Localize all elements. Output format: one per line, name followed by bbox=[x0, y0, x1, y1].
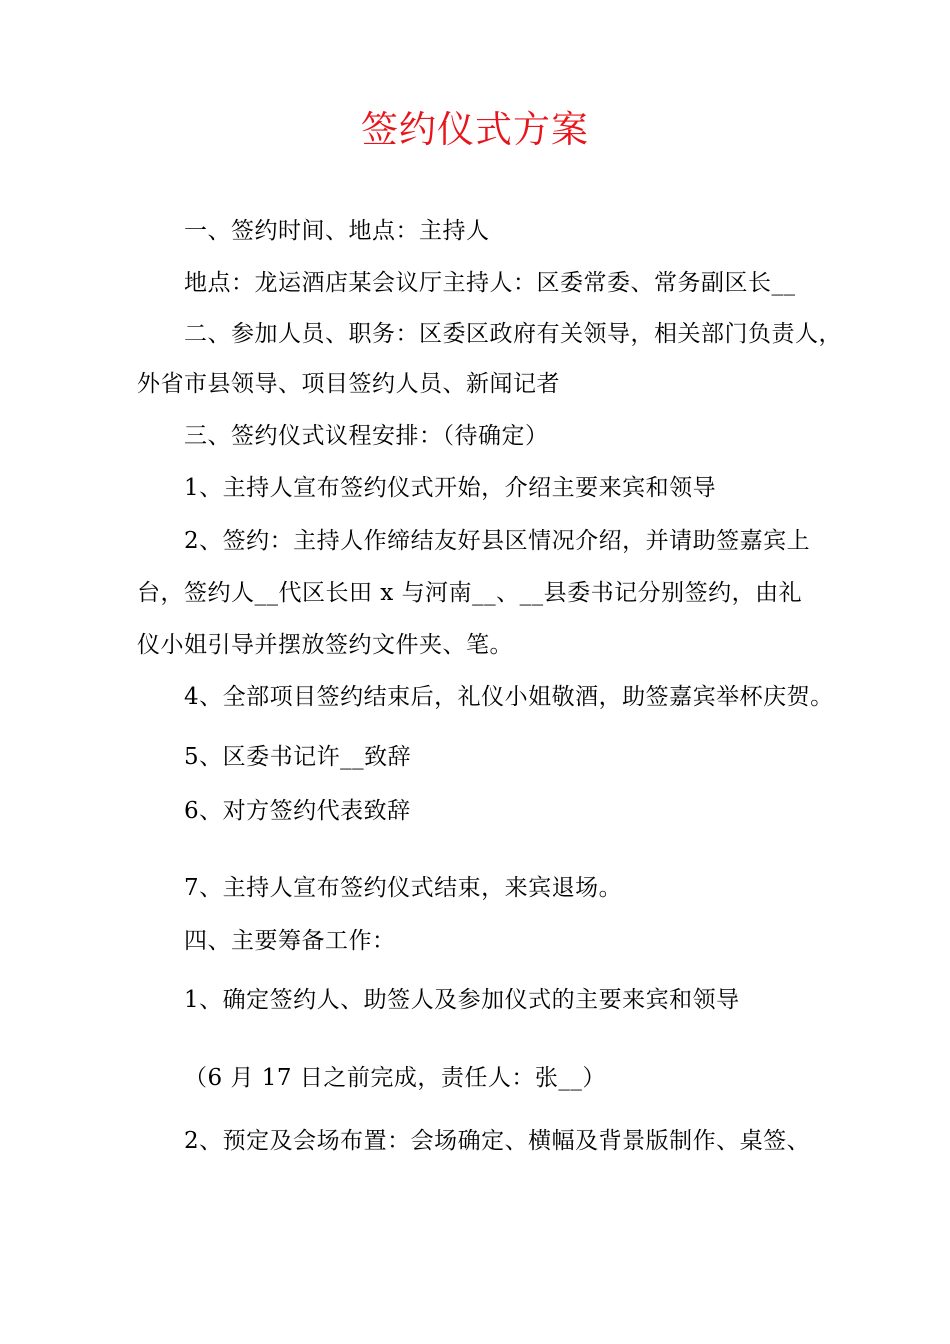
section-2-continuation: 外省市县领导、项目签约人员、新闻记者 bbox=[137, 371, 560, 397]
agenda-item-5: 5、区委书记许__致辞 bbox=[184, 744, 412, 770]
agenda-item-2-continuation-2: 仪小姐引导并摆放签约文件夹、笔。 bbox=[137, 632, 513, 658]
agenda-item-6: 6、对方签约代表致辞 bbox=[184, 798, 411, 824]
prep-item-2: 2、预定及会场布置：会场确定、横幅及背景版制作、桌签、 bbox=[184, 1128, 811, 1154]
venue-line: 地点：龙运酒店某会议厅主持人：区委常委、常务副区长__ bbox=[184, 270, 796, 296]
section-1-heading: 一、签约时间、地点：主持人 bbox=[184, 218, 490, 244]
agenda-item-1: 1、主持人宣布签约仪式开始，介绍主要来宾和领导 bbox=[184, 475, 717, 501]
section-3-heading: 三、签约仪式议程安排：（待确定） bbox=[184, 423, 549, 449]
agenda-item-7: 7、主持人宣布签约仪式结束，来宾退场。 bbox=[184, 875, 623, 901]
section-2-heading: 二、参加人员、职务：区委区政府有关领导，相关部门负责人， bbox=[184, 321, 842, 347]
agenda-item-2-continuation: 台，签约人__代区长田 x 与河南__、__县委书记分别签约，由礼 bbox=[137, 580, 803, 606]
agenda-item-4: 4、全部项目签约结束后，礼仪小姐敬酒，助签嘉宾举杯庆贺。 bbox=[184, 684, 834, 710]
agenda-item-2: 2、签约：主持人作缔结友好县区情况介绍，并请助签嘉宾上 bbox=[184, 528, 811, 554]
prep-item-1-deadline: （6 月 17 日之前完成，责任人：张__） bbox=[184, 1065, 606, 1091]
prep-item-1: 1、确定签约人、助签人及参加仪式的主要来宾和领导 bbox=[184, 987, 740, 1013]
page-title: 签约仪式方案 bbox=[361, 108, 589, 151]
section-4-heading: 四、主要筹备工作： bbox=[184, 928, 396, 954]
